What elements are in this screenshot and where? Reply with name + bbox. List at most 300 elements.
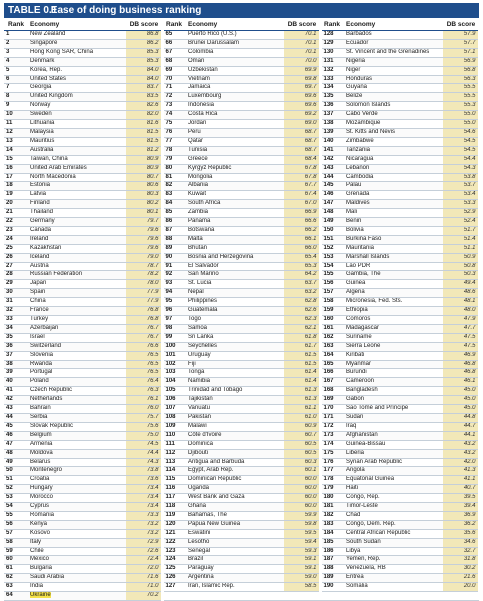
economy-cell: South Africa	[186, 200, 284, 209]
rank-cell: 147	[320, 200, 344, 209]
score-cell: 59.9	[284, 511, 320, 520]
score-cell: 67.7	[284, 182, 320, 191]
economy-cell: San Marino	[186, 271, 284, 280]
rank-cell: 60	[4, 556, 28, 565]
economy-cell: Azerbaijan	[28, 324, 126, 333]
rank-cell: 164	[320, 351, 344, 360]
score-cell: 53.4	[443, 191, 479, 200]
rank-cell: 152	[320, 244, 344, 253]
score-cell: 60.0	[284, 485, 320, 494]
rank-cell: 80	[162, 164, 186, 173]
score-cell: 74.4	[126, 449, 162, 458]
rank-cell: 174	[320, 440, 344, 449]
economy-cell: Cameroon	[344, 378, 443, 387]
economy-cell: Bolivia	[344, 226, 443, 235]
table-row	[4, 31, 479, 40]
table-row	[4, 209, 479, 218]
economy-cell: Philippines	[186, 298, 284, 307]
rank-cell: 54	[4, 503, 28, 512]
economy-cell: Kyrgyz Republic	[186, 164, 284, 173]
rank-cell: 159	[320, 307, 344, 316]
score-cell: 84.0	[126, 66, 162, 75]
economy-cell: Cambodia	[344, 173, 443, 182]
rank-cell: 3	[4, 48, 28, 57]
rank-cell: 128	[320, 31, 344, 40]
table-row	[4, 120, 479, 129]
rank-cell: 160	[320, 316, 344, 325]
score-cell: 60.0	[284, 494, 320, 503]
economy-cell: Yemen, Rep.	[344, 556, 443, 565]
table-row	[4, 289, 479, 298]
rank-cell: 62	[4, 574, 28, 583]
rank-cell: 70	[162, 75, 186, 84]
table-row	[4, 520, 479, 529]
rank-cell: 108	[162, 413, 186, 422]
rank-cell: 176	[320, 458, 344, 467]
economy-cell: Uganda	[186, 485, 284, 494]
score-cell: 86.8	[126, 31, 162, 40]
score-cell: 72.6	[126, 547, 162, 556]
economy-cell: Jamaica	[186, 84, 284, 93]
economy-cell: Samoa	[186, 324, 284, 333]
economy-cell: Spain	[28, 289, 126, 298]
table-row	[4, 449, 479, 458]
economy-cell: Luxembourg	[186, 93, 284, 102]
score-cell: 59.3	[284, 547, 320, 556]
score-cell: 53.8	[443, 173, 479, 182]
rank-cell: 172	[320, 422, 344, 431]
economy-cell: Syrian Arab Republic	[344, 458, 443, 467]
score-cell: 62.6	[284, 307, 320, 316]
score-cell: 70.1	[284, 48, 320, 57]
table-row	[4, 93, 479, 102]
score-cell: 85.3	[126, 57, 162, 66]
score-cell: 72.0	[126, 565, 162, 574]
economy-cell: South Sudan	[344, 538, 443, 547]
rank-cell: 56	[4, 520, 28, 529]
table-row	[4, 66, 479, 75]
score-cell: 69.6	[284, 102, 320, 111]
rank-cell: 169	[320, 396, 344, 405]
empty-cell	[443, 592, 479, 601]
score-cell: 66.6	[284, 218, 320, 227]
economy-cell: São Tomé and Príncipe	[344, 405, 443, 414]
economy-cell: Costa Rica	[186, 111, 284, 120]
score-cell: 75.6	[126, 422, 162, 431]
economy-cell: Poland	[28, 378, 126, 387]
economy-cell: St. Kitts and Nevis	[344, 128, 443, 137]
score-header: DB score	[443, 19, 479, 31]
economy-cell: Mauritania	[344, 244, 443, 253]
score-cell: 80.3	[126, 191, 162, 200]
rank-cell: 8	[4, 93, 28, 102]
score-cell: 73.8	[126, 467, 162, 476]
economy-cell: Venezuela, RB	[344, 565, 443, 574]
economy-cell: Mexico	[28, 556, 126, 565]
economy-cell: Malaysia	[28, 128, 126, 137]
table-row	[4, 155, 479, 164]
economy-cell: Lesotho	[186, 538, 284, 547]
table-row	[4, 128, 479, 137]
score-cell: 48.6	[443, 289, 479, 298]
rank-cell: 100	[162, 342, 186, 351]
score-cell: 80.7	[126, 173, 162, 182]
economy-cell: Taiwan, China	[28, 155, 126, 164]
table-row	[4, 191, 479, 200]
economy-cell: Ethiopia	[344, 307, 443, 316]
rank-cell: 161	[320, 324, 344, 333]
economy-cell: Germany	[28, 218, 126, 227]
rank-cell: 150	[320, 226, 344, 235]
economy-cell: Sierra Leone	[344, 342, 443, 351]
economy-cell: Brunei Darussalam	[186, 39, 284, 48]
table-row	[4, 235, 479, 244]
economy-cell: Barbados	[344, 31, 443, 40]
score-cell: 55.5	[443, 93, 479, 102]
rank-cell: 51	[4, 476, 28, 485]
score-cell: 73.4	[126, 485, 162, 494]
score-cell: 52.4	[443, 218, 479, 227]
economy-cell: Antigua and Barbuda	[186, 458, 284, 467]
economy-cell: Burkina Faso	[344, 235, 443, 244]
rank-cell: 132	[320, 66, 344, 75]
score-cell: 45.0	[443, 387, 479, 396]
economy-cell: Nepal	[186, 289, 284, 298]
score-cell: 76.8	[126, 307, 162, 316]
rank-cell: 32	[4, 307, 28, 316]
rank-cell: 173	[320, 431, 344, 440]
score-cell: 55.0	[443, 111, 479, 120]
rank-cell: 177	[320, 467, 344, 476]
economy-cell: Botswana	[186, 226, 284, 235]
score-cell: 79.6	[126, 226, 162, 235]
score-cell: 48.0	[443, 307, 479, 316]
score-cell: 77.9	[126, 289, 162, 298]
economy-cell: Suriname	[344, 333, 443, 342]
economy-cell: Nicaragua	[344, 155, 443, 164]
score-cell: 71.6	[126, 574, 162, 583]
economy-cell: Maldives	[344, 200, 443, 209]
rank-cell: 61	[4, 565, 28, 574]
economy-cell: Lithuania	[28, 120, 126, 129]
economy-cell: Paraguay	[186, 565, 284, 574]
score-cell: 61.3	[284, 396, 320, 405]
rank-cell: 4	[4, 57, 28, 66]
score-cell: 80.9	[126, 164, 162, 173]
rank-cell: 189	[320, 574, 344, 583]
economy-cell: Georgia	[28, 84, 126, 93]
rank-cell: 67	[162, 48, 186, 57]
economy-cell: Angola	[344, 467, 443, 476]
score-cell: 76.5	[126, 351, 162, 360]
rank-cell: 136	[320, 102, 344, 111]
rank-cell: 135	[320, 93, 344, 102]
score-cell: 34.6	[443, 538, 479, 547]
economy-cell: Guinea-Bissau	[344, 440, 443, 449]
economy-cell: Solomon Islands	[344, 102, 443, 111]
table-row	[4, 547, 479, 556]
score-cell: 44.8	[443, 413, 479, 422]
economy-cell: Sri Lanka	[186, 333, 284, 342]
rank-cell: 84	[162, 200, 186, 209]
score-cell: 47.5	[443, 333, 479, 342]
score-cell: 61.5	[284, 351, 320, 360]
rank-cell: 118	[162, 503, 186, 512]
economy-cell: Eswatini	[186, 529, 284, 538]
score-cell: 21.6	[443, 574, 479, 583]
economy-cell: Niger	[344, 66, 443, 75]
economy-cell: Croatia	[28, 476, 126, 485]
rank-cell: 38	[4, 360, 28, 369]
rank-cell: 190	[320, 583, 344, 592]
score-cell: 81.5	[126, 137, 162, 146]
rank-cell: 9	[4, 102, 28, 111]
economy-cell: Palau	[344, 182, 443, 191]
score-cell: 68.7	[284, 146, 320, 155]
rank-cell: 59	[4, 547, 28, 556]
rank-cell: 182	[320, 511, 344, 520]
score-cell: 73.3	[126, 511, 162, 520]
economy-cell: Estonia	[28, 182, 126, 191]
rank-cell: 23	[4, 226, 28, 235]
rank-cell: 26	[4, 253, 28, 262]
score-cell: 68.7	[284, 128, 320, 137]
economy-cell: Italy	[28, 538, 126, 547]
economy-cell: Iraq	[344, 422, 443, 431]
score-cell: 80.1	[126, 209, 162, 218]
economy-cell: Libya	[344, 547, 443, 556]
economy-cell: Mali	[344, 209, 443, 218]
economy-cell: Togo	[186, 316, 284, 325]
economy-cell: Peru	[186, 128, 284, 137]
table-row	[4, 298, 479, 307]
table-row	[4, 84, 479, 93]
score-cell: 69.8	[284, 75, 320, 84]
score-cell: 36.2	[443, 520, 479, 529]
rank-cell: 88	[162, 235, 186, 244]
rank-cell: 104	[162, 378, 186, 387]
score-cell: 60.1	[284, 467, 320, 476]
table-row	[4, 102, 479, 111]
score-cell: 76.6	[126, 342, 162, 351]
economy-cell: Guatemala	[186, 307, 284, 316]
empty-cell	[344, 592, 443, 601]
score-cell: 66.2	[284, 226, 320, 235]
score-cell: 80.6	[126, 182, 162, 191]
rank-cell: 64	[4, 592, 28, 601]
economy-cell: Slovenia	[28, 351, 126, 360]
economy-cell: Marshall Islands	[344, 253, 443, 262]
rank-cell: 17	[4, 173, 28, 182]
score-cell: 56.9	[443, 57, 479, 66]
score-cell: 69.6	[284, 93, 320, 102]
rank-cell: 95	[162, 298, 186, 307]
table-row	[4, 111, 479, 120]
rank-cell: 68	[162, 57, 186, 66]
rank-cell: 138	[320, 120, 344, 129]
rank-cell: 63	[4, 583, 28, 592]
rank-cell: 165	[320, 360, 344, 369]
score-cell: 54.6	[443, 128, 479, 137]
score-cell: 76.8	[126, 316, 162, 325]
score-cell: 81.5	[126, 128, 162, 137]
rank-cell: 187	[320, 556, 344, 565]
table-row	[4, 396, 479, 405]
rank-cell: 13	[4, 137, 28, 146]
score-cell: 69.2	[284, 111, 320, 120]
score-cell: 68.7	[284, 137, 320, 146]
rank-cell: 124	[162, 556, 186, 565]
score-cell: 62.1	[284, 324, 320, 333]
economy-cell: Belgium	[28, 431, 126, 440]
score-cell: 80.9	[126, 155, 162, 164]
rank-cell: 133	[320, 75, 344, 84]
table-row	[4, 467, 479, 476]
rank-cell: 146	[320, 191, 344, 200]
score-cell: 60.5	[284, 449, 320, 458]
score-header: DB score	[126, 19, 162, 31]
score-cell: 63.2	[284, 289, 320, 298]
economy-cell: Ireland	[28, 235, 126, 244]
score-cell: 60.9	[284, 422, 320, 431]
economy-cell: Egypt, Arab Rep.	[186, 467, 284, 476]
score-cell: 76.1	[126, 396, 162, 405]
rank-cell: 19	[4, 191, 28, 200]
rank-cell: 24	[4, 235, 28, 244]
table-row	[4, 39, 479, 48]
score-cell: 70.1	[284, 39, 320, 48]
score-cell: 76.7	[126, 324, 162, 333]
rank-cell: 114	[162, 467, 186, 476]
score-cell: 54.4	[443, 155, 479, 164]
score-cell: 73.4	[126, 494, 162, 503]
score-cell: 73.4	[126, 503, 162, 512]
economy-cell: Iran, Islamic Rep.	[186, 583, 284, 592]
economy-cell: Tajikistan	[186, 396, 284, 405]
rank-cell: 184	[320, 529, 344, 538]
economy-header: Economy	[186, 19, 284, 31]
rank-cell: 153	[320, 253, 344, 262]
score-cell: 83.7	[126, 84, 162, 93]
rank-cell: 42	[4, 396, 28, 405]
economy-cell: Montenegro	[28, 467, 126, 476]
table-row	[4, 173, 479, 182]
table-row	[4, 307, 479, 316]
rank-cell: 33	[4, 316, 28, 325]
economy-cell: Benin	[344, 218, 443, 227]
score-cell: 66.1	[284, 235, 320, 244]
economy-cell: Uruguay	[186, 351, 284, 360]
economy-cell: Rwanda	[28, 360, 126, 369]
rank-cell: 5	[4, 66, 28, 75]
score-cell: 70.2	[126, 592, 162, 601]
rank-cell: 93	[162, 280, 186, 289]
score-cell: 85.3	[126, 48, 162, 57]
rank-cell: 83	[162, 191, 186, 200]
score-cell: 49.4	[443, 280, 479, 289]
score-cell: 79.6	[126, 244, 162, 253]
economy-cell: India	[28, 583, 126, 592]
score-cell: 65.3	[284, 262, 320, 271]
economy-cell: Equatorial Guinea	[344, 476, 443, 485]
economy-cell: Central African Republic	[344, 529, 443, 538]
economy-cell: China	[28, 298, 126, 307]
economy-cell: Ghana	[186, 503, 284, 512]
economy-cell: Moldova	[28, 449, 126, 458]
economy-cell: Belize	[344, 93, 443, 102]
table-number: TABLE 0.1	[8, 5, 58, 16]
score-cell: 76.0	[126, 405, 162, 414]
rank-cell: 11	[4, 120, 28, 129]
economy-cell: Nigeria	[344, 57, 443, 66]
rank-cell: 166	[320, 369, 344, 378]
rank-cell: 158	[320, 298, 344, 307]
economy-cell: Tunisia	[186, 146, 284, 155]
rank-cell: 143	[320, 164, 344, 173]
table-row	[4, 324, 479, 333]
rank-cell: 14	[4, 146, 28, 155]
score-cell: 59.4	[284, 538, 320, 547]
table-row	[4, 583, 479, 592]
economy-cell: France	[28, 307, 126, 316]
rank-cell: 36	[4, 342, 28, 351]
table-header-row	[4, 19, 479, 31]
score-cell: 68.4	[284, 155, 320, 164]
rank-cell: 120	[162, 520, 186, 529]
score-cell: 73.6	[126, 476, 162, 485]
economy-cell: Kenya	[28, 520, 126, 529]
score-cell: 76.3	[126, 387, 162, 396]
economy-cell: Guinea	[344, 280, 443, 289]
score-cell: 60.7	[284, 431, 320, 440]
table-row	[4, 164, 479, 173]
economy-cell: Chad	[344, 511, 443, 520]
economy-cell: Bahamas, The	[186, 511, 284, 520]
rank-cell: 31	[4, 298, 28, 307]
rank-cell: 78	[162, 146, 186, 155]
score-cell: 59.8	[284, 520, 320, 529]
economy-cell: Iceland	[28, 253, 126, 262]
table-row	[4, 511, 479, 520]
empty-cell	[284, 592, 320, 601]
score-cell: 73.2	[126, 529, 162, 538]
score-cell: 61.4	[284, 369, 320, 378]
economy-cell: Romania	[28, 511, 126, 520]
score-cell: 86.2	[126, 39, 162, 48]
table-row	[4, 342, 479, 351]
score-cell: 48.1	[443, 298, 479, 307]
rank-cell: 131	[320, 57, 344, 66]
score-cell: 31.8	[443, 556, 479, 565]
score-cell: 45.0	[443, 396, 479, 405]
score-cell: 72.9	[126, 538, 162, 547]
table-body	[4, 31, 479, 601]
score-cell: 62.8	[284, 298, 320, 307]
rank-cell: 140	[320, 137, 344, 146]
rank-cell: 47	[4, 440, 28, 449]
economy-cell: Latvia	[28, 191, 126, 200]
rank-cell: 92	[162, 271, 186, 280]
score-cell: 61.0	[284, 413, 320, 422]
score-cell: 62.3	[284, 316, 320, 325]
rank-cell: 44	[4, 413, 28, 422]
rank-cell: 123	[162, 547, 186, 556]
score-cell: 77.9	[126, 298, 162, 307]
rank-cell: 109	[162, 422, 186, 431]
score-cell: 42.0	[443, 458, 479, 467]
rank-cell: 188	[320, 565, 344, 574]
rank-cell: 139	[320, 128, 344, 137]
